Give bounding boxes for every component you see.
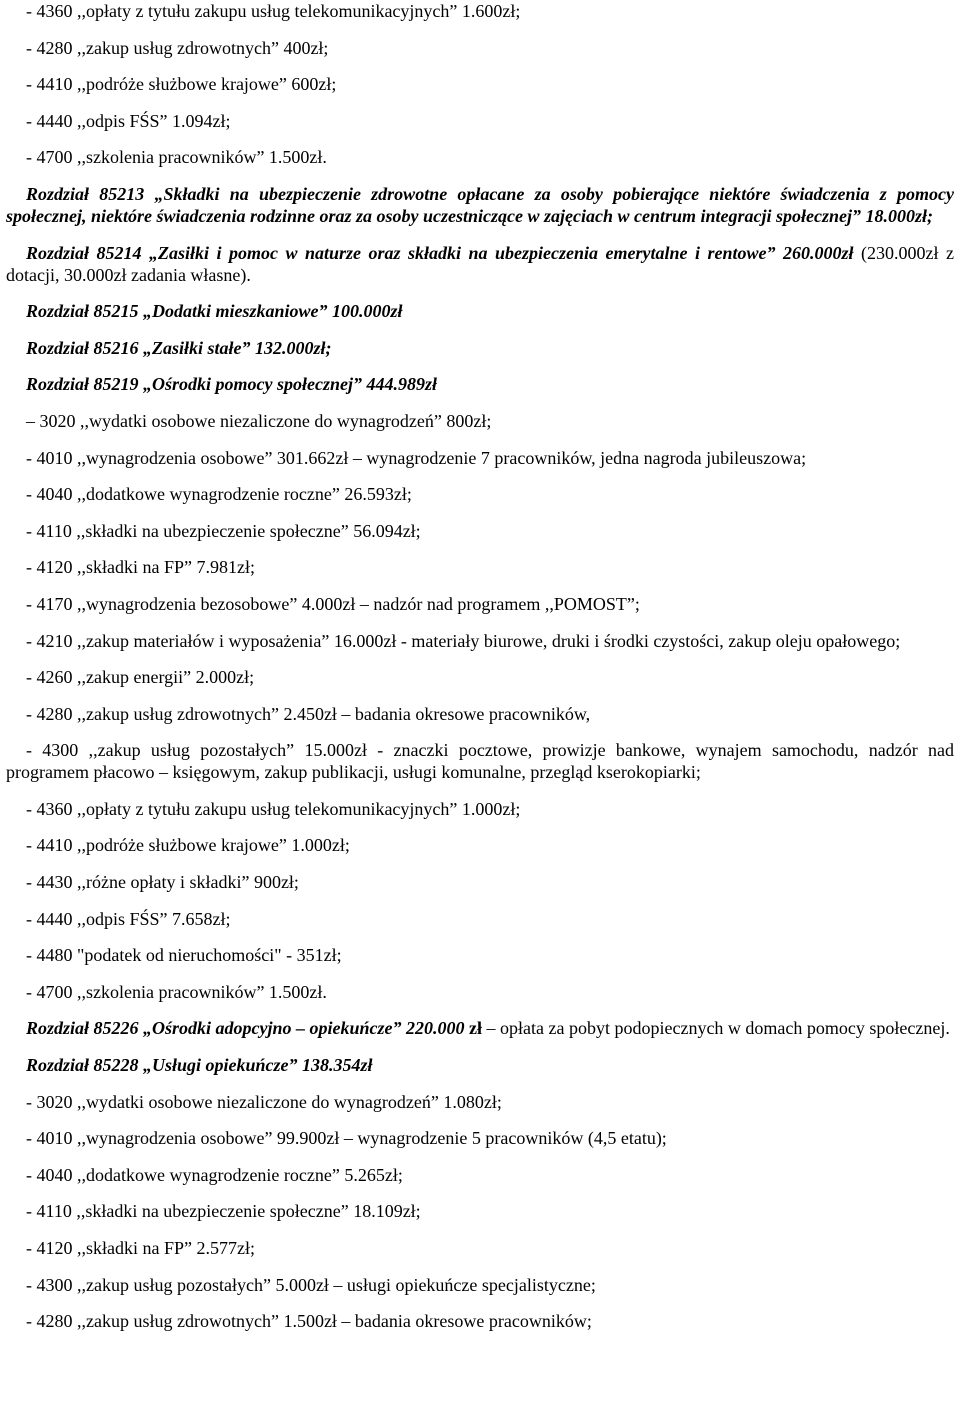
- paragraph: [6, 410, 954, 432]
- heading-run: Rozdział 85228 „Usługi opiekuńcze” 138.354zł: [26, 1055, 373, 1076]
- paragraph: [6, 373, 954, 395]
- text-run: - 4040 ,,dodatkowe wynagrodzenie roczne” 5.265zł;: [26, 1164, 403, 1185]
- text-run: – 3020 ,,wydatki osobowe niezaliczone do wynagrodzeń” 800zł;: [26, 410, 492, 431]
- text-run: - 4280 ,,zakup usług zdrowotnych” 2.450zł – badania okresowe pracowników,: [26, 703, 591, 724]
- paragraph: [6, 1017, 954, 1039]
- heading-run: Rozdział 85219 „Ośrodki pomocy społecznej” 444.989zł: [26, 374, 438, 395]
- paragraph: [6, 337, 954, 359]
- paragraph: [6, 1274, 954, 1296]
- paragraph: [6, 183, 954, 227]
- text-run: - 4300 ,,zakup usług pozostałych” 5.000zł – usługi opiekuńcze specjalistyczne;: [26, 1274, 596, 1295]
- heading-run: Rozdział 85216 „Zasiłki stałe” 132.000zł;: [26, 337, 332, 358]
- paragraph: [6, 871, 954, 893]
- paragraph: [6, 520, 954, 542]
- paragraph: [6, 1164, 954, 1186]
- paragraph: [6, 242, 954, 286]
- paragraph: [6, 981, 954, 1003]
- paragraph: [6, 0, 954, 22]
- text-run: - 4430 ,,różne opłaty i składki” 900zł;: [26, 872, 299, 893]
- paragraph: [6, 110, 954, 132]
- text-run: - 4010 ,,wynagrodzenia osobowe” 99.900zł – wynagrodzenie 5 pracowników (4,5 etatu);: [26, 1128, 667, 1149]
- paragraph: [6, 146, 954, 168]
- heading-run: Rozdział 85214 „Zasiłki i pomoc w naturze oraz składki na ubezpieczenia emerytalne i rentowe” 260.000zł: [26, 242, 854, 263]
- text-run: - 4410 ,,podróże służbowe krajowe” 600zł;: [26, 74, 337, 95]
- paragraph: [6, 73, 954, 95]
- text-run: - 4440 ,,odpis FŚS” 7.658zł;: [26, 908, 231, 929]
- heading-run: Rozdział 85226 „Ośrodki adopcyjno – opiekuńcze” 220.000: [26, 1018, 465, 1039]
- text-run: - 3020 ,,wydatki osobowe niezaliczone do wynagrodzeń” 1.080zł;: [26, 1091, 502, 1112]
- heading-run: Rozdział 85215 „Dodatki mieszkaniowe” 100.000zł: [26, 301, 403, 322]
- text-run: - 4110 ,,składki na ubezpieczenie społeczne” 18.109zł;: [26, 1201, 421, 1222]
- text-run: - 4280 ,,zakup usług zdrowotnych” 400zł;: [26, 37, 329, 58]
- paragraph: [6, 1237, 954, 1259]
- paragraph: [6, 834, 954, 856]
- heading-run: zł: [464, 1018, 483, 1039]
- text-run: - 4360 ,,opłaty z tytułu zakupu usług telekomunikacyjnych” 1.600zł;: [26, 1, 521, 21]
- paragraph: [6, 666, 954, 688]
- text-run: - 4440 ,,odpis FŚS” 1.094zł;: [26, 110, 231, 131]
- text-run: - 4480 "podatek od nieruchomości" - 351zł;: [26, 945, 342, 966]
- paragraph: [6, 908, 954, 930]
- paragraph: [6, 556, 954, 578]
- paragraph: [6, 798, 954, 820]
- text-run: - 4410 ,,podróże służbowe krajowe” 1.000zł;: [26, 835, 350, 856]
- paragraph: [6, 703, 954, 725]
- paragraph: [6, 739, 954, 783]
- text-run: - 4700 ,,szkolenia pracowników” 1.500zł.: [26, 981, 327, 1002]
- text-run: - 4280 ,,zakup usług zdrowotnych” 1.500zł – badania okresowe pracowników;: [26, 1311, 592, 1332]
- text-run: - 4300 ,,zakup usług pozostałych” 15.000zł - znaczki pocztowe, prowizje bankowe, wynajem samochodu, nadzór nad programem płacowo – księgowym, zakup publikacji, usługi komunalne, przegląd kserokopiarki;: [6, 740, 954, 783]
- paragraph: [6, 447, 954, 469]
- paragraph: [6, 1127, 954, 1149]
- text-run: - 4210 ,,zakup materiałów i wyposażenia” 16.000zł - materiały biurowe, druki i środki czystości, zakup oleju opałowego;: [26, 630, 901, 651]
- paragraph: [6, 1091, 954, 1113]
- text-run: (230.000zł z dotacji, 30.000zł zadania własne).: [6, 242, 954, 285]
- text-run: - 4170 ,,wynagrodzenia bezosobowe” 4.000zł – nadzór nad programem ,,POMOST”;: [26, 593, 640, 614]
- paragraph: [6, 1200, 954, 1222]
- text-run: – opłata za pobyt podopiecznych w domach pomocy społecznej.: [482, 1018, 950, 1039]
- paragraph: [6, 300, 954, 322]
- text-run: - 4010 ,,wynagrodzenia osobowe” 301.662zł – wynagrodzenie 7 pracowników, jedna nagroda jubileuszowa;: [26, 447, 807, 468]
- text-run: - 4360 ,,opłaty z tytułu zakupu usług telekomunikacyjnych” 1.000zł;: [26, 798, 521, 819]
- paragraph: [6, 944, 954, 966]
- text-run: - 4040 ,,dodatkowe wynagrodzenie roczne” 26.593zł;: [26, 484, 412, 505]
- paragraph: [6, 1310, 954, 1332]
- heading-run: Rozdział 85213 „Składki na ubezpieczenie zdrowotne opłacane za osoby pobierające niektóre świadczenia z pomocy społecznej, niektóre świadczenia rodzinne oraz za osoby uczestniczące w zajęciach w centrum integracji społecznej” 18.000zł;: [6, 183, 954, 226]
- text-run: - 4260 ,,zakup energii” 2.000zł;: [26, 667, 255, 688]
- text-run: - 4120 ,,składki na FP” 2.577zł;: [26, 1238, 255, 1258]
- paragraph: [6, 37, 954, 59]
- text-run: - 4120 ,,składki na FP” 7.981zł;: [26, 557, 255, 578]
- paragraph: [6, 630, 954, 652]
- text-run: - 4110 ,,składki na ubezpieczenie społeczne” 56.094zł;: [26, 520, 421, 541]
- paragraph: [6, 483, 954, 505]
- paragraph: [6, 593, 954, 615]
- text-run: - 4700 ,,szkolenia pracowników” 1.500zł.: [26, 147, 327, 168]
- paragraph: [6, 1054, 954, 1076]
